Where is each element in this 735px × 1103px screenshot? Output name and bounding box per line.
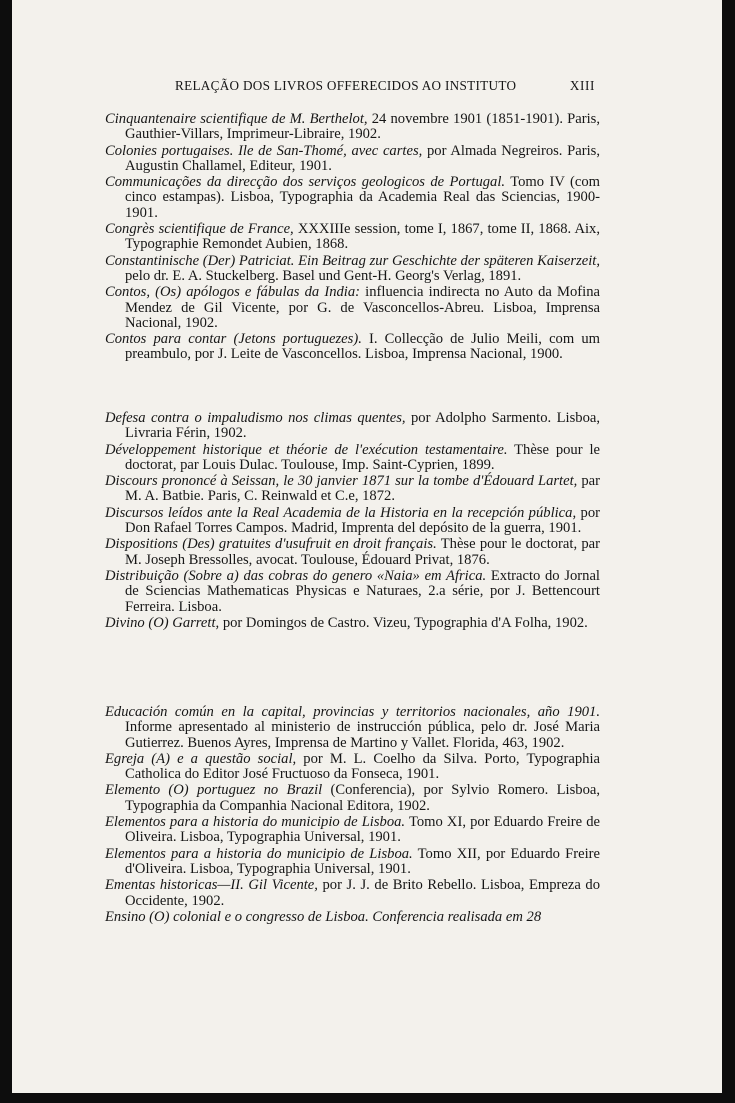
bibliography-entry (105, 112, 600, 143)
entry-title: Elemento (O) portuguez no Brazil (105, 782, 323, 799)
entry-details: Tomo XII, por Eduardo Freire d'Oliveira. Lisboa, Typographia Universal, 1901. (125, 845, 600, 877)
running-header (175, 78, 595, 98)
bibliography-entry (105, 254, 600, 285)
entry-details: por J. J. de Brito Rebello. Lisboa, Empreza do Occidente, 1902. (125, 877, 600, 909)
entry-title: Contos para contar (Jetons portuguezes). (105, 331, 362, 348)
bibliography-entry (105, 569, 600, 615)
entry-title: Discursos leídos ante la Real Academia de la Historia en la recepción pública, (105, 504, 577, 521)
entry-details: por M. L. Coelho da Silva. Porto, Typographia Catholica do Editor José Fructuoso da Fonseca, 1901. (125, 750, 600, 783)
section-d-entries (105, 411, 600, 632)
header-title: RELAÇÃO DOS LIVROS OFFERECIDOS AO INSTITUTO (175, 78, 517, 93)
bibliography-entry (105, 847, 600, 878)
bibliography-entry (105, 705, 600, 751)
bibliography-entry (105, 815, 600, 846)
entry-details: 24 novembre 1901 (1851-1901). Paris, Gauthier-Villars, Imprimeur-Libraire, 1902. (125, 111, 600, 143)
entry-details: Extracto do Jornal de Sciencias Mathematicas Physicas e Naturaes, 2.a série, por J. Bettencourt Ferreira. Lisboa. (125, 567, 600, 615)
entry-title: Contos, (Os) apólogos e fábulas da India: (105, 284, 361, 301)
entry-title: Educación común en la capital, provincias y territorios nacionales, año 1901. (105, 704, 600, 720)
entry-details: I. Collecção de Julio Meili, com um preambulo, por J. Leite de Vasconcellos. Lisboa, Imprensa Nacional, 1900. (125, 331, 600, 363)
entry-details: por Adolpho Sarmento. Lisboa, Livraria Férin, 1902. (125, 410, 600, 442)
book-page (12, 0, 722, 1093)
bibliography-entry (105, 285, 600, 331)
bibliography-entry (105, 443, 600, 474)
entry-details: pelo dr. E. A. Stuckelberg. Basel und Gent-H. Georg's Verlag, 1891. (125, 267, 522, 284)
entry-title: Développement historique et théorie de l'exécution testamentaire. (105, 441, 508, 458)
entry-title: Elementos para a historia do municipio de Lisboa. (105, 845, 413, 862)
entry-title: Communicações da direcção dos serviços geologicos de Portugal. (105, 174, 506, 191)
entry-details: por Almada Negreiros. Paris, Augustin Challamel, Editeur, 1901. (125, 142, 601, 174)
entry-title: Egreja (A) e a questão social, (105, 750, 297, 767)
entry-title: Divino (O) Garrett, (105, 614, 220, 631)
section-c-entries (105, 112, 600, 364)
bibliography-entry (105, 222, 600, 253)
entry-title: Distribuição (Sobre a) das cobras do genero «Naia» em Africa. (105, 567, 487, 584)
entry-details: por Domingos de Castro. Vizeu, Typographia d'A Folha, 1902. (219, 614, 588, 631)
entry-details: Informe apresentado al ministerio de instrucción pública, pelo dr. José Maria Gutierrez. Buenos Ayres, Imprensa de Martino y Vallet. Florida, 463, 1902. (125, 719, 600, 751)
bibliography-entry (105, 411, 600, 442)
entry-title: Elementos para a historia do municipio de Lisboa. (105, 814, 406, 831)
entry-title: Congrès scientifique de France, (105, 221, 294, 238)
bibliography-entry (105, 474, 600, 505)
entry-details: par M. A. Batbie. Paris, C. Reinwald et C.e, 1872. (125, 473, 600, 505)
entry-details: (Conferencia), por Sylvio Romero. Lisboa, Typographia da Companhia Nacional Editora, 1902. (125, 782, 600, 814)
entry-details: XXXIIIe session, tome I, 1867, tome II, 1868. Aix, Typographie Remondet Aubien, 1868. (125, 221, 601, 253)
bibliography-entry (105, 537, 600, 568)
bibliography-entry (105, 616, 600, 631)
entry-details: Tomo IV (com cinco estampas). Lisboa, Typographia da Academia Real das Sciencias, 1900-1901. (125, 174, 600, 221)
entry-details: por Don Rafael Torres Campos. Madrid, Imprenta del depósito de la guerra, 1901. (125, 504, 600, 537)
bibliography-entry (105, 332, 600, 363)
entry-title: Dispositions (Des) gratuites d'usufruit en droit français. (105, 536, 437, 553)
bibliography-entry (105, 878, 600, 909)
bibliography-entry (105, 752, 600, 783)
entry-title: Discours prononcé à Seissan, le 30 janvier 1871 sur la tombe d'Édouard Lartet, (105, 473, 578, 490)
page-number: XIII (569, 78, 595, 93)
entry-details: Thèse pour le doctorat, par M. Joseph Bressolles, avocat. Toulouse, Édouard Privat, 1876. (125, 536, 600, 568)
entry-title: Ementas historicas—II. Gil Vicente, (105, 877, 318, 894)
entry-title: Constantinische (Der) Patriciat. Ein Beitrag zur Geschichte der späteren Kaiserzeit, (105, 252, 600, 269)
entry-details: influencia indirecta no Auto da Mofina Mendez de Gil Vicente, por G. de Vasconcellos-Abreu. Lisboa, Imprensa Nacional, 1902. (125, 284, 600, 331)
entry-title: Colonies portugaises. Ile de San-Thomé, avec cartes, (105, 142, 423, 159)
entry-details: Tomo XI, por Eduardo Freire de Oliveira. Lisboa, Typographia Universal, 1901. (125, 814, 600, 846)
bibliography-entry (105, 175, 600, 221)
bibliography-entry (105, 783, 600, 814)
bibliography-entry (105, 910, 600, 925)
entry-details: Thèse pour le doctorat, par Louis Dulac. Toulouse, Imp. Saint-Cyprien, 1899. (125, 441, 600, 473)
entry-title: Cinquantenaire scientifique de M. Berthelot, (105, 111, 368, 127)
entry-title: Defesa contra o impaludismo nos climas quentes, (105, 410, 406, 426)
section-e-entries (105, 705, 600, 926)
bibliography-entry (105, 144, 600, 175)
entry-title: Ensino (O) colonial e o congresso de Lisboa. Conferencia realisada em 28 (105, 908, 542, 925)
bibliography-entry (105, 506, 600, 537)
